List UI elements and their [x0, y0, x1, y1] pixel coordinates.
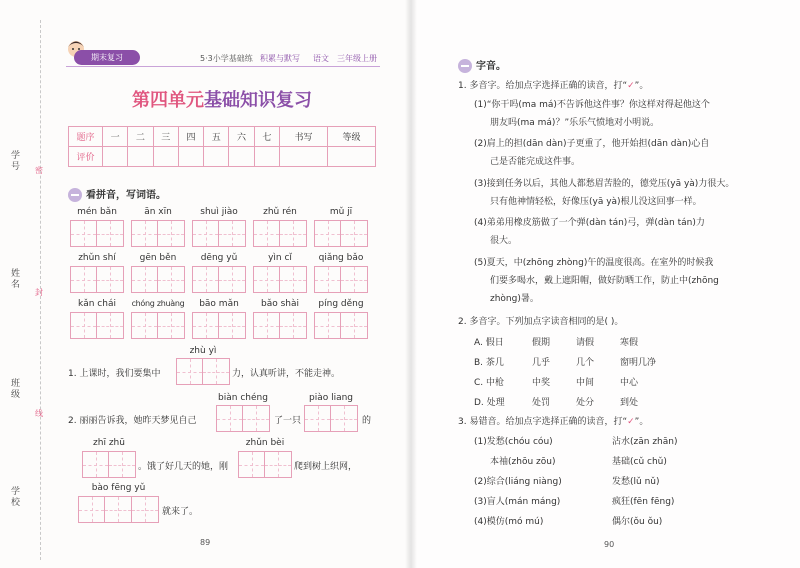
table-cell: 五 [204, 127, 229, 147]
question-line: 很大。 [490, 236, 518, 246]
table-cell: 四 [178, 127, 203, 147]
question-title-end: ”。 [634, 417, 649, 427]
table-cell: 等级 [327, 127, 375, 147]
table-cell: 一 [103, 127, 128, 147]
question-text: 了一只 [274, 416, 302, 426]
score-cell[interactable] [128, 147, 153, 167]
option-word: 请假 [576, 338, 595, 348]
score-table [68, 126, 376, 167]
pinyin-label: biàn chéng [218, 393, 268, 403]
review-tag: 期末复习 [74, 50, 140, 65]
option-word: 窗明几净 [620, 358, 657, 368]
table-cell: 二 [128, 127, 153, 147]
question-line: (2)肩上的担(dān dàn)子更重了，他开始担(dān dàn)心自 [474, 139, 710, 149]
writing-box[interactable] [253, 312, 307, 339]
score-value-row [69, 147, 376, 167]
pinyin-label: zhǔn shí [78, 253, 116, 263]
option-word: 几乎 [532, 358, 551, 368]
pronunciation-item: (1)发愁(chóu cóu) [474, 437, 553, 447]
writing-box[interactable] [131, 220, 185, 247]
pinyin-label: mǔ jī [329, 207, 353, 217]
question-title-text: 3. 易错音。给加点字选择正确的读音，打“ [458, 417, 628, 427]
table-cell: 七 [254, 127, 279, 147]
score-cell[interactable] [153, 147, 178, 167]
score-cell[interactable] [254, 147, 279, 167]
question-title [458, 414, 648, 427]
option-label: A. 假日 [474, 338, 504, 348]
writing-box[interactable] [314, 312, 368, 339]
score-cell[interactable] [204, 147, 229, 167]
question-line: (5)夏天，中(zhōng zhòng)午的温度很高。在室外的时候我 [474, 258, 714, 268]
label-student-id: 学号 [9, 150, 19, 172]
writing-box[interactable] [238, 451, 292, 478]
question-text: 的 [362, 416, 372, 426]
question-line: 己是否能完成这件事。 [490, 157, 581, 167]
pinyin-label: kǎn chái [78, 299, 116, 309]
question-line: 只有他神情轻松，好像压(yā yà)根儿没这回事一样。 [490, 197, 702, 207]
writing-box[interactable] [70, 312, 124, 339]
writing-box[interactable] [131, 312, 185, 339]
pronunciation-item: 基础(cǔ chǔ) [612, 457, 667, 467]
page-number: 90 [604, 540, 615, 549]
pronunciation-item: (3)盲人(mán máng) [474, 497, 561, 507]
writing-box[interactable] [192, 266, 246, 293]
writing-box[interactable] [82, 451, 136, 478]
question-line: (1)“你干吗(ma má)不告诉他这件事？你这样对得起他这个 [474, 100, 710, 110]
seal-mark: 线 [35, 409, 43, 418]
pinyin-label: zhǔn bèi [245, 438, 285, 448]
pinyin-label: chóng zhuàng [131, 299, 185, 308]
question-title-end: ”。 [634, 81, 649, 91]
question-text: 1. 上课时，我们要集中 [68, 369, 161, 379]
writing-box[interactable] [253, 266, 307, 293]
writing-box[interactable] [192, 220, 246, 247]
pronunciation-item: 发愁(lǔ nǔ) [612, 477, 660, 487]
pinyin-label: qiǎng bǎo [318, 253, 364, 263]
question-text: 就来了。 [162, 507, 199, 517]
writing-box[interactable] [314, 266, 368, 293]
pronunciation-item: 本袖(zhōu zōu) [490, 457, 556, 467]
title-unit: 第四单元 [132, 90, 204, 111]
question-title [458, 78, 648, 91]
pinyin-label: zhù yì [189, 346, 217, 356]
section-heading [458, 57, 506, 73]
score-header-row [69, 127, 376, 147]
option-label: C. 中枪 [474, 378, 505, 388]
score-cell[interactable] [103, 147, 128, 167]
writing-box[interactable] [131, 266, 185, 293]
pronunciation-item: (2)综合(liáng niàng) [474, 477, 562, 487]
book-name: 5·3小学基础练 [200, 54, 253, 63]
label-school: 学校 [9, 486, 19, 508]
option-word: 假期 [532, 338, 551, 348]
checkmark-icon: ✓ [627, 417, 635, 427]
pinyin-label: piào liang [308, 393, 354, 403]
pinyin-label: bāo mǎn [199, 299, 239, 309]
book-spine [405, 0, 417, 568]
question-text: 力，认真听讲，不能走神。 [232, 369, 341, 379]
question-line: (4)弟弟用橡皮筋做了一个弹(dàn tán)弓，弹(dàn tán)力 [474, 218, 705, 228]
book-subject: 语文 [313, 54, 329, 63]
writing-box[interactable] [304, 405, 358, 432]
pronunciation-item: (4)模仿(mó mú) [474, 517, 544, 527]
question-line: zhòng)暑。 [490, 294, 539, 304]
pinyin-label: zhǔ rén [263, 207, 297, 217]
pinyin-label: dēng yǔ [200, 253, 238, 263]
title-rest: 基础知识复习 [204, 90, 312, 111]
pronunciation-item: 疯狂(fēn fēng) [612, 497, 675, 507]
option-word: 几个 [576, 358, 595, 368]
option-word: 中心 [620, 378, 639, 388]
table-cell: 题序 [69, 127, 103, 147]
option-word: 处分 [576, 398, 595, 408]
pronunciation-item: 偶尔(ǒu ǒu) [612, 517, 663, 527]
question-title: 2. 多音字。下列加点字读音相同的是( )。 [458, 317, 624, 327]
writing-box[interactable] [253, 220, 307, 247]
option-word: 中间 [576, 378, 595, 388]
score-cell[interactable] [279, 147, 327, 167]
page-number: 89 [200, 538, 211, 547]
pinyin-label: zhī zhū [93, 438, 125, 448]
table-cell: 评价 [69, 147, 103, 167]
question-line: 们要多喝水，戴上遮阳帽，做好防晒工作，防止中(zhōng [490, 276, 719, 286]
option-word: 中奖 [532, 378, 551, 388]
writing-box[interactable] [70, 266, 124, 293]
page-title [132, 86, 312, 112]
option-word: 寒假 [620, 338, 639, 348]
checkmark-icon: ✓ [627, 81, 635, 91]
header-rule [66, 66, 380, 67]
question-text: 。饿了好几天的她，刚 [138, 462, 229, 472]
pinyin-label: ān xīn [144, 207, 172, 217]
pinyin-label: bǎo shài [260, 299, 299, 309]
option-word: 处罚 [532, 398, 551, 408]
seal-mark: 封 [35, 288, 43, 297]
section-heading-text: 字音。 [476, 61, 506, 72]
option-label: D. 处理 [474, 398, 505, 408]
question-text: 2. 丽丽告诉我，她昨天梦见自己 [68, 416, 197, 426]
pronunciation-item: 沾水(zān zhān) [612, 437, 678, 447]
section-badge-icon [68, 188, 82, 202]
writing-box[interactable] [192, 312, 246, 339]
pinyin-label: yìn cǐ [268, 253, 292, 263]
book-subtitle: 积累与默写 [260, 54, 300, 63]
pinyin-label: shuì jiào [200, 207, 238, 217]
table-cell: 书写 [279, 127, 327, 147]
pinyin-label: bào fēng yǔ [91, 483, 146, 493]
score-cell[interactable] [229, 147, 254, 167]
writing-box[interactable] [176, 358, 230, 385]
question-text: 爬到树上织网， [294, 462, 358, 472]
pinyin-label: píng děng [318, 299, 364, 309]
book-grade: 三年级上册 [337, 54, 377, 63]
option-word: 到处 [620, 398, 639, 408]
pinyin-label: gēn běn [139, 253, 177, 263]
writing-box[interactable] [78, 496, 159, 523]
question-line: 朋友吗(ma má)？”乐乐气愤地对小明说。 [490, 118, 660, 128]
table-cell: 六 [229, 127, 254, 147]
writing-box[interactable] [70, 220, 124, 247]
writing-box[interactable] [216, 405, 270, 432]
question-line: (3)接到任务以后，其他人都愁眉苦脸的，德党压(yā yà)力很大。 [474, 179, 735, 189]
label-name: 姓名 [9, 268, 19, 290]
section-heading-text: 看拼音，写词语。 [86, 190, 166, 201]
score-cell[interactable] [178, 147, 203, 167]
section-heading [68, 186, 166, 202]
pinyin-label: mén bǎn [77, 207, 117, 217]
table-cell: 三 [153, 127, 178, 147]
section-badge-icon [458, 59, 472, 73]
writing-box[interactable] [314, 220, 368, 247]
label-class: 班级 [9, 378, 19, 400]
option-label: B. 茶几 [474, 358, 504, 368]
score-cell[interactable] [327, 147, 375, 167]
question-title-text: 1. 多音字。给加点字选择正确的读音，打“ [458, 81, 628, 91]
seal-mark: 密 [35, 166, 43, 175]
